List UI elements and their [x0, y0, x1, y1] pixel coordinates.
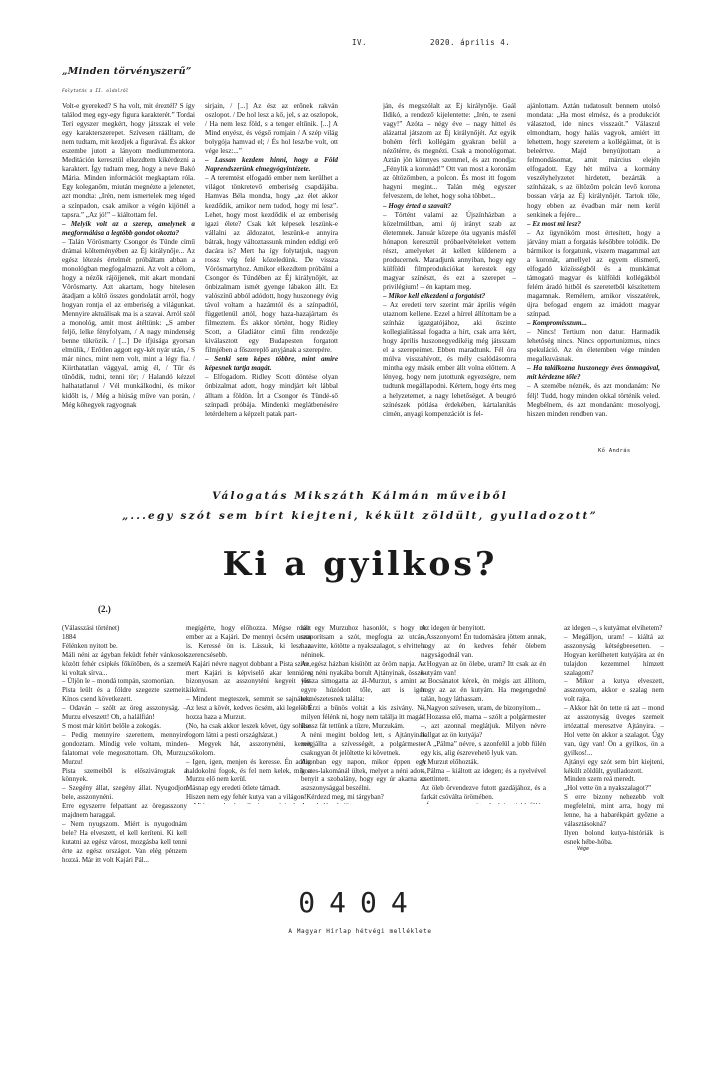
paragraph: – Ez most mi lesz? [527, 219, 581, 228]
paragraph: (No, ha csak akkor leszek követ, úgy sohase fogom látni a pesti országházat.) [186, 721, 311, 739]
paragraph: A Murzut előhozták. [421, 757, 479, 766]
paragraph: – Nincs! Tertium non datur. Harmadik lehetőség nincs. Nincs opportunizmus, nincs spekuláció. Az én életemben vége minden megalkuvásnak. [527, 328, 660, 364]
paragraph: – A „Pálma” névre, s azonfelül a jobb fülén egy kis, alig észrevehető lyuk van. [421, 739, 546, 757]
paragraph: – Hogy érted a szavait? [383, 201, 452, 210]
paragraph: – Bocsánatot kérek, én mégis azt állítom, hogy az az én kutyám. Ha megengedné talán, hogy láthassam. [421, 677, 546, 704]
paragraph: megígérte, hogy előhozza. Mégse rossz ember az a Kajári. De mennyi öcsém uram is. Keressé ön is. Lássuk, ki lesz a szerencsésebb. [186, 624, 311, 659]
article2-column-5 [564, 624, 664, 849]
paragraph: – Melyik volt az a szerep, amelynek a megformálása a legtöbb gondot okozta? [62, 219, 195, 237]
paragraph [301, 802, 426, 804]
article2-end-mark: Vége [577, 846, 590, 852]
article1-continuation-note: Folytatás a II. oldalról [62, 89, 129, 94]
paragraph: – Pálma – kiáltott az idegen; és a nyelvével csettintett. [421, 766, 546, 784]
paragraph: – Mikor a kutya elveszett, asszonyom, akkor e szalag nem volt rajta. [564, 677, 664, 704]
paragraph: Erre egyszerre felpattant az öregasszony majdnem haraggal. [62, 802, 187, 820]
supplement-number: 0404 [298, 886, 422, 919]
paragraph: A néni megint boldog lett, s Ajtányinak megjállta a szívességét, a polgármester csakugyan őt jelöltette ki követnek. [301, 730, 426, 757]
paragraph: – Akkor hát ön tette rá azt – mond az asszonyság üveges szemeit irtózattal meresztve Ajtányira. – Hol vette ön akkor a szalagot. Úgy van, úgy van! Ön a gyilkos, ön a gyilkos!... [564, 704, 664, 757]
paragraph: Máli néni az ágyban feküdt fehér vánkosok között fehér csipkés főkötőben, és a szemei ki voltak sírva... [62, 650, 187, 677]
paragraph: Hiszen nem egy fehér kutya van a világon! [186, 793, 307, 802]
paragraph: – Pedig mennyire szerettem, mennyire gondoztam. Mindig vele voltam, minden falatomat vele megosztottam. Oh, Murzu, Murzu! [62, 730, 187, 766]
paragraph: – Elfogadom. Ridley Scott döntése olyan önbizalmat adott, hogy mindjárt két lábbal álltam a földön. Írt a Csongor és Tündé-ső színpadi próbája. Mindenki meglátbenésére letérdeltem a képzelt patak part- [205, 373, 338, 418]
article2-column-1 [62, 624, 187, 1036]
article1-column-1 [62, 102, 195, 454]
paragraph [421, 802, 546, 804]
paragraph: ajánlottam. Aztán tudatosult bennem utolsó mondata: „Ha most elmész, és a produkciót választod, ide nincs visszaút.” Válaszul elmondtam, hogy halás vagyok, amiért itt lehettem, hogy szeretem a kollégáimat, öt is beleértve. Majd benyújtottam a felmondásomat, amit március elején elfogadott. Egy hét múlva a kormány veszélyhelyzetet hirdetett, bezárták a színházak, s az öltözőm polcán levő korona bossan várja az Éj királynőjét. Tartok tőle, hogy ebben az évadban már nem kerül senkinek a fejére... [527, 102, 660, 219]
paragraph: – A szemébe néznék, és azt mondanám: Ne félj! Tudd, hogy minden okkal történik veled. Megbélnem, és azt mondanám: mosolyogj, hiszen minden rendben van. [527, 382, 660, 418]
supplement-label: A Magyar Hírlap hétvégi melléklete [288, 928, 432, 935]
paragraph: – Érzi a bűnös voltát a kis zsivány. Ni, milyen félénk ni, hogy nem találja itt magát! Rossz fát tettünk a tűzre, Murzukám. [301, 704, 426, 730]
article2-title: Ki a gyilkos? [222, 544, 498, 583]
paragraph: – Kompromisszum... [527, 319, 587, 328]
paragraph: Pista leült és a földre szegezte szemeit. Kínos csend következett. [62, 686, 187, 704]
paragraph: 1884 [62, 632, 76, 641]
paragraph: – Üljön le – mondá tompán, szomorúan. [62, 677, 175, 686]
paragraph: Az egész házban kisütött az öröm napja. Az öreg néni nyakába borult Ajtányinak, össze-vissza simogatta az ál-Murzut, s amint az egyre húzódott tőle, azt is igen természetesnek találta: [301, 659, 426, 704]
paragraph: Minden szem reá meredt. [564, 775, 636, 784]
paragraph: ján, és megszólalt az Éj királynője. Gaál Ildikó, a rendező kijelentette: „Irén, te zseni vagy!” Azóta – négy éve – nagy hittel és alázattal játszom az Éj királynőjét. Az egyik bohém férfi kollégám gyakran belül a nézőtérre, és megnézi. Csak a monológomat. Aztán jön könnyes szemmel, és azt mondja: „Fénylik a koronád!” Ott van most a koronám az öltözőmben, a polcon. És most itt fogom hagyni megint... Talán még egyszer felveszem, de lehet, hogy soha többet... [383, 102, 516, 201]
paragraph: S most már kitört belőle a zokogás. [62, 721, 161, 730]
paragraph: – Lassan kezdem hinni, hogy a Föld Naprendszerünk elmegyógyintézete. [205, 156, 338, 174]
paragraph: Ilyen bolond kutya-históriák is esnek hébe-hóba. [564, 828, 664, 846]
paragraph: Másnap egy eredeti ötlete támadt. [186, 784, 281, 793]
paragraph: – Az ügynököm most értesített, hogy a járvány miatt a forgatás későbbre tolódik. De bármikor is forgatunk, viszem magammal azt a koronát, amellyel az egyem elismerő, elfogadó közösségből és a munkámat támogató magyar és külföldi kollégákból felém áradó hitből és szeretetből készítettem magamnak. Remélem, amikor visszatérek, újra befogad engem az imádott magyar színpad. [527, 228, 660, 319]
paragraph: – Nagyon szívesen, uram, de bizonyítom... [421, 704, 541, 713]
article1-title: „Minden törvényszerű” [62, 66, 192, 77]
article2-part-number: (2.) [98, 604, 111, 614]
paragraph: – Mindent megteszek, semmit se sajnálok. Az lesz a kövét, kedves öcsém, aki legelőbb hozza haza a Murzut. [186, 695, 311, 722]
article2-column-2 [186, 624, 311, 804]
paragraph: – Megyek hát, asszonynéni, kezeit csókolom. [186, 739, 311, 757]
paragraph: az idegen –, s kutyámat elvihetem? [564, 624, 663, 632]
paragraph: (Válasszási történet) [62, 624, 120, 632]
article1-column-2 [205, 102, 338, 454]
paragraph: Az öleb örvendezve futott gazdájához, és a farkát csóválta örömében. [421, 784, 546, 802]
paragraph: – Odaván – szólt az öreg asszonyság. – Murzu elveszett! Oh, a halálfián! [62, 704, 187, 722]
paragraph: – Történt valami az Újszínházban a közelmúltban, ami új irányt szab az életemnek. Január közepe óta ugyanis másfél hónapon keresztül próbaelvételeket vettem részt, amelyeket át kellett küldenem a producernek. Maradjunk annyiban, hogy egy külföldi filmprodukciókat kerestek egy magyar színészt, és ezt a szerepet – privilégium! – én kaptam meg. [383, 210, 516, 291]
paragraph: – Asszonyom! Én tudomására jöttem annak, hogy az én kedves fehér ölebem nagyságodnál van. [421, 632, 546, 659]
article1-column-4 [527, 102, 660, 454]
page-number: IV. [352, 38, 368, 47]
article2-column-4 [421, 624, 546, 804]
paragraph: sirjain, / [...] Az ész az erőnek rakván oszlopot. / De hol lesz a kő, jel, s az oszlopok, / Ha nem lesz föld, s a tenger eltűnik. [...] A Mind enyész, és végső romjain / A szép világ bolygója hamvad el; / És hol lesz/be volt, ott vége lesz:...” [205, 102, 338, 156]
paragraph: lált egy Murzuhoz hasonlót, s hogy ne szaporítsam a szót, megfogta az utcán, hazavitte, kötötte a nyakszalagot, s elvitte a néninek. [301, 624, 426, 659]
paragraph: – Megálljon, uram! – kiáltá az asszonyság kétségbeesetten. – Hogyan kerülhetett kutyájára az én tulajdon kezemmel hímzett szalagom? [564, 632, 664, 677]
series-title: Válogatás Mikszáth Kálmán műveiből [212, 490, 508, 502]
article1-column-3 [383, 102, 516, 454]
paragraph: – Szegény állat, szegény állat. Nyugodjon bele, asszonynéni. [62, 784, 187, 802]
paragraph: Volt-e gyereked? S ha volt, mit éreztél? S így találod meg egy-egy figura karakterét.” Tordai Teri egyszer megkért, hogy játsszak el vele egy karakterszerepet. Szívesen ráálltam, de nem tudtam, mit kezdjek a figurával. És akkor eszembe jutott a lányom mediummentora. Meditáción keresztül elkezdtem kikérdezni a karaktert. Így tudtam meg, hogy a neve Bakó Mária. Minden információt megkaptam róla. Egy koleganőm, miután megnézte a jelenetet, azt mondta: „Irén, nem ismertelek meg téged a színpadon, csak amikor a végén kijöttél a tapsra.” „Az jó!” – kiáltottam fel. [62, 102, 195, 219]
paragraph [186, 802, 311, 804]
issue-date: 2020. április 4. [430, 38, 511, 47]
series-quote: „...egy szót sem bírt kiejteni, kékült zöldült, gyulladozott” [122, 510, 598, 522]
paragraph: Ajtányi egy szót sem bírt kiejteni, kékült zöldült, gyulladozott. [564, 757, 664, 775]
paragraph: A Kajári névre nagyot dobbant a Pista szíve, mert Kajári is képviselő akar lenni, s bizonyosan az asszonyténi kegyeit jött kikérni. [186, 659, 311, 695]
paragraph: – Senki sem képes többre, mint amire képesnek tartja magát. [205, 355, 338, 373]
paragraph: „Hol vette ön a nyakszalagot?” [564, 784, 652, 793]
paragraph: – Mikor kell elkezdeni a forgatást? [383, 291, 486, 300]
paragraph: – Hogyan az ön ölebe, uram? Itt csak az én kutyám van! [421, 659, 546, 677]
paragraph: – Kérdezd meg, mi tárgyban? [301, 793, 384, 802]
paragraph: S erre bizony nehezebb volt megfelelni, mint arra, hogy mi lenne, ha a habarékpárt győzne a választásokná? [564, 793, 664, 828]
paragraph: Azonban egy napon, mikor éppen egy kortes-lakománál ültek, melyet a néni adott, benyit a szobalány, hogy egy úr akarna az aszszonysággal beszélni. [301, 757, 426, 793]
paragraph: – A teremtést elfogadó ember nem kerülhet a világot tönkretevő emberiség csapdájába. Hamvas Béla mondta, hogy „az élet akkor kezdődik, amikor nem tudod, hogy mi lesz”. Lehet, hogy most kezdődik el az emberiség igazi élete? Csak két képesek leszünk-e vállalni az áldozatot, leszünk-e annyira bátrak, hogy változtassunk minden eddigi erő dacára is? Mert ha így folytatjuk, nagyon rossz vég felé közeledünk. De vissza Vörösmartyhoz. Amíkor elkezdtem próbálni a Csongor és Tündében az Éj királynőjét, az önbizalmam ismét gyenge lábakon állt. Ez valószínű abból adódott, hogy huszonegy évig távol voltam a hazámtól és a színpadtól, függetlenül attól, hogy haza-hazajártam és filmeztem. És akkor történt, hogy Ridley Scott, a Gladiátor című film rendezője kiválasztott egy Budapesten forgatott filmjében a főszereplő anyjának a szerepére. [205, 174, 338, 355]
article2-column-3 [301, 624, 426, 804]
paragraph: – Az eredeti terv szerint már április végén utaznom kellene. Ezzel a hírrel állítottam be a színház igazgatójához, aki őszinte kollegialitással fogadta a hírt, csak arra kért, hogy április huszonegyedikéig még játsszam el a szerepeimet. Ebben maradtunk. Fél óra múlva visszahívott, és mély csalódásomra mintha egy másik ember állt volna előttem. A lényeg, hogy nem jutottunk egyezségre, nem tudtunk megállapodni. Kértem, hogy érts meg a helyzetemet, a nagy lehetőséget. A beugró színészek pótlása érdekében, kártalanítás címén, anyagi kompenzációt is fel- [383, 301, 516, 418]
article1-author: Kő András [598, 448, 631, 454]
paragraph: – Nem nyugszom. Miért is nyugodnám bele? Ha elveszett, el kell keríteni. Ki kell kutatni az egész várost, mozgásba kell tenni érte az egész országot. Van elég pénzem hozzá. Már itt volt Kajári Pál... [62, 819, 187, 864]
paragraph: – Igen, igen, menjen és keresse. Én addig haldokolni fogok, és fel nem kelek, míg a Murzu elő nem kerül. [186, 757, 311, 784]
paragraph: Pista szemeiből is előszivárogtak a könnyek. [62, 766, 187, 784]
paragraph: Félénken nyitott be. [62, 641, 118, 650]
paragraph: – Ha találkozna huszonegy éves önmagával, mit kérdezne tőle? [527, 364, 660, 382]
paragraph: – Talán Vörösmarty Csongor és Tünde című drámai költeményében az Éj királynője... Az egész létezés értelmét próbáltam abban a monológban megfogalmazni. Az volt a célom, hogy a nézők rájöjjenek, mit akart mondani Vörösmarty. Azt akartam, hogy hitelesen átadjam a költő összes gondolatát arról, hogy hogyan rontja el az emberiség a világunkat. Mennyire aktuálisak ma is a szavai. Arról szól a monológ, amit most átéltünk: „S amber feljő, lelke fényfolyam, / A nagy mindenség benne tükrözik. / [...] De ifjúsága gyorsan elmúlik, / Erőtlen aggott egy-két nyár után, / S már nincs, mint nem volt, mint a légy fia. / Kiirthatatlan vággyal, amig él, / Tűr és tűnődik, tudni, tenni tör; / Halandó kézzel halhatatlanul / Vél munkálkodni, és mikor kidőlt is, / Még a hiúság műve van porán, / Még kőhegyek ragyognak [62, 237, 195, 409]
paragraph: Az idegen úr benyitott. [421, 624, 486, 632]
paragraph: – Hozassa elő, mama – szólt a polgármester –, azt azonnal meglátjuk. Milyen névre hallgat az ön kutyája? [421, 713, 546, 739]
